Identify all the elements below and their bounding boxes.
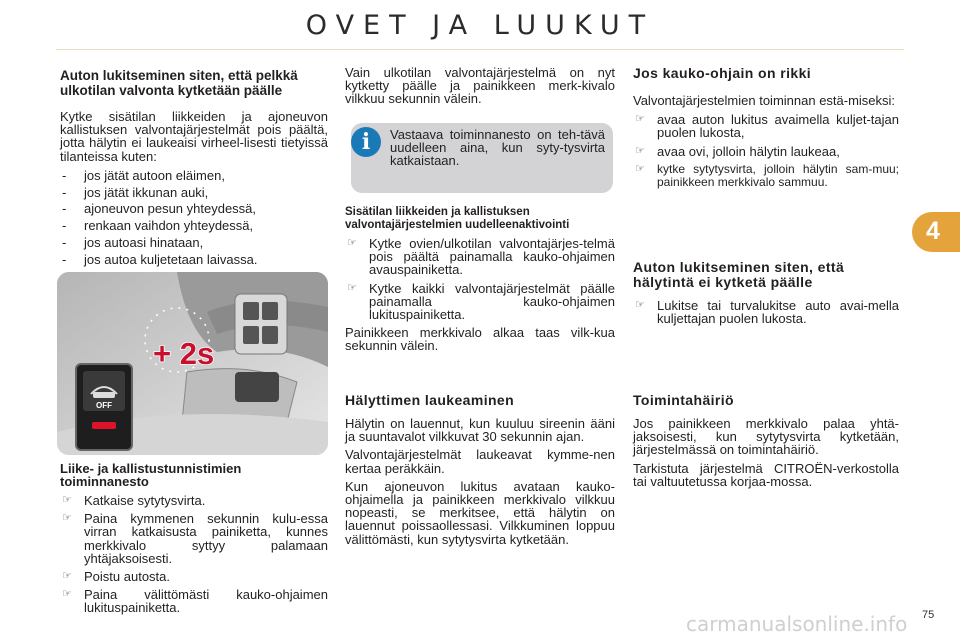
list-item: ☞ Kytke ovien/ulkotilan valvontajärjes-telmä pois päältä painamalla kauko-ohjaimen avauspainiketta. xyxy=(347,236,615,278)
delay-badge: + 2s xyxy=(153,336,215,371)
pointing-hand-icon: ☞ xyxy=(62,512,72,525)
section-heading-malfunction: Toimintahäiriö xyxy=(633,392,735,408)
page-title: OVET JA LUUKUT xyxy=(305,10,655,41)
col3-steps xyxy=(633,113,899,189)
dashboard-illustration xyxy=(57,272,328,455)
col2-para: Hälytin on lauennut, kun kuuluu sireenin ääni ja suuntavalot vilkkuvat 30 sekunnin ajan. xyxy=(345,416,615,445)
col3-intro: Valvontajärjestelmien toiminnan estä-miseksi: xyxy=(633,93,896,108)
col3-para: Tarkistuta järjestelmä CITROËN-verkostolla tai valtuutetussa korjaa-mossa. xyxy=(633,460,899,489)
list-item: - ajoneuvon pesun yhteydessä, xyxy=(60,201,328,218)
col2-intro: Vain ulkotilan valvontajärjestelmä on nyt kytketty päälle ja painikkeen merk-kivalo vilkkuu sekunnin välein. xyxy=(345,65,615,107)
list-item: ☞ Katkaise sytytysvirta. xyxy=(62,493,206,508)
col3-para: Jos painikkeen merkkivalo palaa yhtä-jaksoisesti, kun sytytysvirta kytketään, järjestelmässä on toimintahäiriö. xyxy=(633,416,899,458)
pointing-hand-icon: ☞ xyxy=(62,570,72,583)
col1-sub-heading: Liike- ja kallistustunnistimien toiminnanesto xyxy=(60,461,242,489)
col2-sub-heading: Sisätilan liikkeiden ja kallistuksen valvontajärjestelmien uudelleenaktivointi xyxy=(345,206,570,231)
list-item: ☞ kytke sytytysvirta, jolloin hälytin sam-muu; painikkeen merkkivalo sammuu. xyxy=(635,161,899,190)
section-heading-lock-no-alarm: Auton lukitseminen siten, että hälytintä ei kytketä päälle xyxy=(633,259,845,290)
pointing-hand-icon: ☞ xyxy=(635,162,645,175)
column-2-section xyxy=(345,393,615,551)
column-1-lower xyxy=(60,462,328,620)
list-item: ☞ Kytke kaikki valvontajärjestelmät päälle painamalla kauko-ohjaimen lukituspainiketta. xyxy=(347,280,615,323)
col2-para: Valvontajärjestelmät laukeavat kymme-nen kertaa peräkkäin. xyxy=(345,447,615,476)
list-item: - jos jätät autoon eläimen, xyxy=(60,168,328,185)
col2-para: Kun ajoneuvon lukitus avataan kauko-ohjaimella ja painikkeen merkkivalo vilkkuu nopeasti, se merkitsee, että hälytin on lauennut poissaollessasi. Vilkkuminen loppuu välittömästi, kun sytytysvirta kytketään. xyxy=(345,478,615,547)
list-item: ☞ avaa ovi, jolloin hälytin laukeaa, xyxy=(635,143,840,159)
pointing-hand-icon: ☞ xyxy=(635,299,645,311)
col1-intro: Kytke sisätilan liikkeiden ja ajoneuvon kallistuksen valvontajärjestelmät pois päältä, jotta hälytin ei laukeaisi virheel-lisesti tietyissä tilanteissa kuten: xyxy=(60,109,328,164)
col3-steps-2 xyxy=(633,299,899,325)
info-icon: i xyxy=(351,127,381,157)
pointing-hand-icon: ☞ xyxy=(62,588,72,601)
page-number: 75 xyxy=(922,609,935,621)
col2-after: Painikkeen merkkivalo alkaa taas vilk-kua sekunnin välein. xyxy=(345,325,615,354)
column-3-middle xyxy=(633,260,899,330)
list-item: - renkaan vaihdon yhteydessä, xyxy=(60,218,328,235)
list-item: ☞ Poistu autosta. xyxy=(62,569,170,585)
pointing-hand-icon: ☞ xyxy=(62,494,72,506)
list-item: - jos autoasi hinataan, xyxy=(60,235,328,252)
column-2-top xyxy=(345,66,615,111)
list-item: ☞ Paina välittömästi kauko-ohjaimen lukituspainiketta. xyxy=(62,587,328,616)
header-divider xyxy=(56,49,904,50)
col1-heading: Auton lukitseminen siten, että pelkkä ulkotilan valvonta kytketään päälle xyxy=(60,68,298,98)
pointing-hand-icon: ☞ xyxy=(347,281,357,294)
off-button-label: OFF xyxy=(96,401,112,410)
col1-list xyxy=(60,168,328,269)
pointing-hand-icon: ☞ xyxy=(635,113,645,126)
watermark: carmanualsonline.info xyxy=(686,612,908,636)
list-item: ☞ Lukitse tai turvalukitse auto avai-mella kuljettajan puolen lukosta. xyxy=(635,298,899,327)
list-item: ☞ Paina kymmenen sekunnin kulu-essa virran katkaisusta painiketta, kunnes merkkivalo syttyy palamaan yhtäjaksoisesti. xyxy=(62,511,328,566)
column-3-bottom xyxy=(633,393,899,493)
column-1 xyxy=(60,68,328,269)
section-heading-remote: Jos kauko-ohjain on rikki xyxy=(633,65,812,81)
list-item: - jos autoa kuljetetaan laivassa. xyxy=(60,252,328,269)
column-2-middle xyxy=(345,206,615,358)
col2-steps xyxy=(345,237,615,321)
info-box xyxy=(351,123,613,193)
list-item: - jos jätät ikkunan auki, xyxy=(60,185,328,202)
dashboard-photo xyxy=(57,272,328,455)
chapter-number: 4 xyxy=(926,217,940,245)
list-item: ☞ avaa auton lukitus avaimella kuljet-tajan puolen lukosta, xyxy=(635,112,899,141)
pointing-hand-icon: ☞ xyxy=(635,144,645,157)
chapter-tab[interactable] xyxy=(912,212,960,252)
info-text: Vastaava toiminnanesto on teh-tävä uudelleen aina, kun syty-tysvirta katkaistaan. xyxy=(390,127,605,169)
pointing-hand-icon: ☞ xyxy=(347,237,357,249)
column-3-top xyxy=(633,66,899,194)
col1-steps xyxy=(60,494,328,615)
section-heading-alarm: Hälyttimen laukeaminen xyxy=(345,392,515,408)
